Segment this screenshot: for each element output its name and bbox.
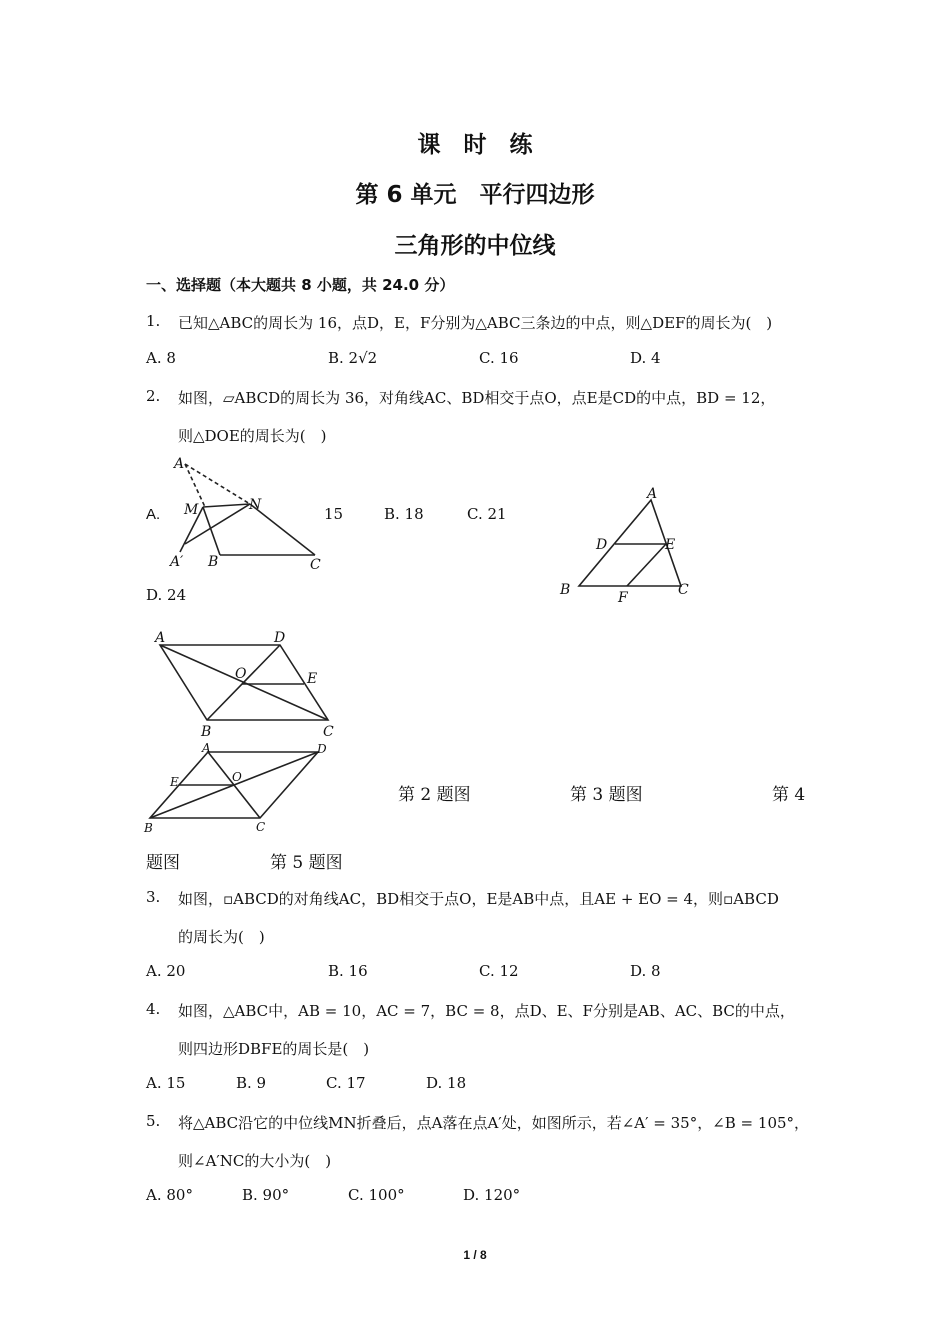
fold-label-a-prime: A′: [170, 554, 184, 570]
triangle-midpoint-figure: [555, 482, 700, 607]
parallelogram-figure-q2: [145, 625, 350, 745]
q1-option-b: B. 2√2: [328, 349, 378, 367]
para1-label-a: A: [155, 630, 166, 646]
q3-number: 3.: [146, 888, 161, 906]
q3-option-c: C. 12: [479, 962, 519, 980]
para1-label-d: D: [274, 630, 286, 646]
para2-label-a: A: [202, 741, 211, 755]
q1-option-a: A. 8: [146, 349, 176, 367]
parallelogram-figure-q3: [142, 740, 342, 838]
q4-line2: 则四边形DBFE的周长是( ): [178, 1040, 370, 1058]
tri-label-c: C: [678, 582, 689, 598]
para1-label-o: O: [235, 666, 247, 682]
caption-fig3: 第 3 题图: [570, 785, 643, 805]
para2-label-b: B: [144, 821, 153, 835]
para1-label-c: C: [323, 724, 334, 740]
page-number: 1 / 8: [463, 1248, 487, 1262]
unit-title: 第 6 单元 平行四边形: [355, 182, 595, 208]
caption-fig4-part1: 第 4: [772, 785, 806, 805]
q4-number: 4.: [146, 1000, 161, 1018]
fold-label-m: M: [184, 502, 199, 518]
para1-label-b: B: [201, 724, 212, 740]
tri-label-a: A: [647, 486, 658, 502]
caption-fig5: 第 5 题图: [270, 853, 343, 873]
fold-label-b: B: [208, 554, 219, 570]
para2-label-d: D: [317, 742, 327, 756]
q3-option-d: D. 8: [630, 962, 661, 980]
lesson-title: 三角形的中位线: [394, 233, 556, 259]
tri-label-f: F: [618, 590, 628, 606]
q3-line1: 如图，▫ABCD的对角线AC，BD相交于点O，E是AB中点，且AE + EO = 4，则▫ABCD: [178, 890, 779, 908]
q2-option-a-value: 15: [324, 505, 344, 523]
q2-option-c: C. 21: [467, 505, 507, 523]
q2-line2: 则△DOE的周长为( ): [178, 427, 327, 445]
para1-label-e: E: [307, 671, 318, 687]
q4-line1: 如图，△ABC中，AB = 10，AC = 7，BC = 8，点D、E、F分别是AB、AC、BC的中点，: [178, 1002, 795, 1020]
q2-line1: 如图，▱ABCD的周长为 36，对角线AC、BD相交于点O，点E是CD的中点，BD = 12，: [178, 389, 776, 407]
caption-fig2: 第 2 题图: [398, 785, 471, 805]
para2-label-c: C: [256, 820, 266, 834]
q4-option-d: D. 18: [426, 1074, 467, 1092]
q5-option-a: A. 80°: [146, 1186, 193, 1204]
q3-line2: 的周长为( ): [178, 928, 265, 946]
q1-number: 1.: [146, 312, 161, 330]
caption-fig4-part2: 题图: [146, 853, 180, 873]
q5-option-c: C. 100°: [348, 1186, 405, 1204]
tri-label-d: D: [596, 537, 608, 553]
q4-option-b: B. 9: [236, 1074, 267, 1092]
q5-option-b: B. 90°: [242, 1186, 290, 1204]
q5-option-d: D. 120°: [463, 1186, 521, 1204]
q5-line2: 则∠A′NC的大小为( ): [178, 1152, 332, 1170]
tri-label-e: E: [665, 537, 676, 553]
q1-option-d: D. 4: [630, 349, 661, 367]
q2-option-a-label: A.: [146, 506, 161, 523]
fold-label-a: A: [174, 456, 185, 472]
fold-triangle-figure: [165, 452, 330, 577]
q3-option-a: A. 20: [146, 962, 186, 980]
fold-label-n: N: [249, 497, 262, 513]
q2-option-b: B. 18: [384, 505, 424, 523]
q1-text: 已知△ABC的周长为 16，点D，E，F分别为△ABC三条边的中点，则△DEF的周长为( ): [178, 314, 773, 332]
fold-label-c: C: [310, 557, 321, 573]
q5-line1: 将△ABC沿它的中位线MN折叠后，点A落在点A′处，如图所示，若∠A′ = 35°，∠B = 105°，: [178, 1114, 810, 1132]
page-title: 课 时 练: [417, 132, 533, 158]
q4-option-a: A. 15: [146, 1074, 186, 1092]
q5-number: 5.: [146, 1112, 161, 1130]
q4-option-c: C. 17: [326, 1074, 366, 1092]
q2-option-d: D. 24: [146, 586, 187, 604]
tri-label-b: B: [560, 582, 571, 598]
para2-label-o: O: [232, 770, 242, 784]
section-heading: 一、选择题（本大题共 8 小题，共 24.0 分）: [146, 276, 455, 294]
para2-label-e: E: [170, 775, 179, 789]
q1-option-c: C. 16: [479, 349, 519, 367]
q2-number: 2.: [146, 387, 161, 405]
q3-option-b: B. 16: [328, 962, 368, 980]
